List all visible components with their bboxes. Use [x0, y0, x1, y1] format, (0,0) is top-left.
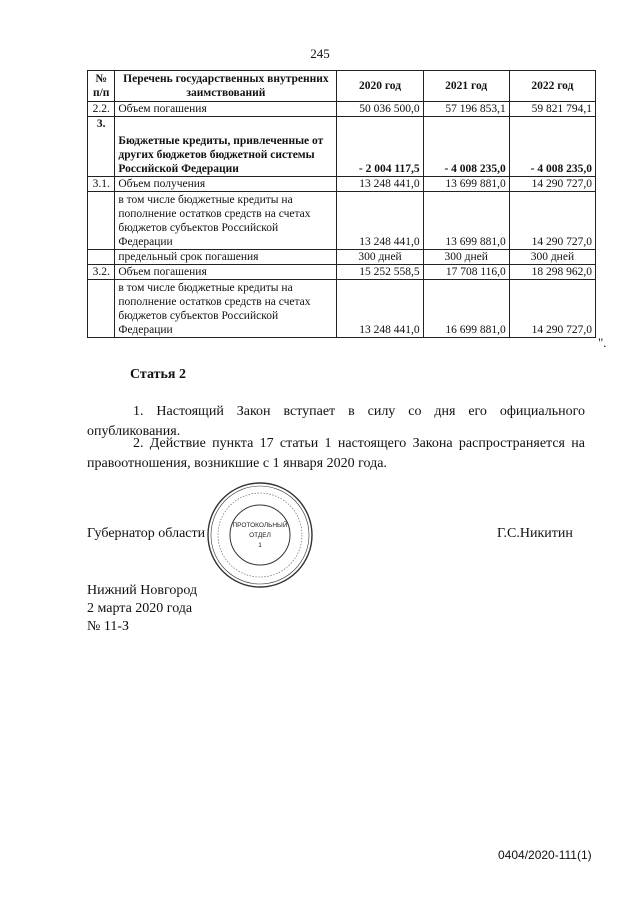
- row-2020: 13 248 441,0: [337, 192, 423, 250]
- official-stamp: [205, 480, 315, 590]
- row-name: Объем погашения: [115, 102, 337, 117]
- row-name: в том числе бюджетные кредиты на пополнение остатков средств на счетах бюджетов субъектов Российской Федерации: [115, 192, 337, 250]
- signatory-name: Г.С.Никитин: [497, 526, 573, 541]
- signatory-position: Губернатор области: [87, 526, 206, 541]
- header-2022: 2022 год: [509, 71, 595, 102]
- stamp-text-line-2: ОТДЕЛ: [249, 532, 271, 539]
- row-2021: 13 699 881,0: [423, 192, 509, 250]
- row-2022: 14 290 727,0: [509, 177, 595, 192]
- row-2021: 13 699 881,0: [423, 177, 509, 192]
- law-number: № 11-З: [87, 619, 130, 634]
- row-2021: - 4 008 235,0: [423, 117, 509, 177]
- table-row: [88, 192, 596, 250]
- row-2021: 16 699 881,0: [423, 280, 509, 338]
- row-2020: 300 дней: [337, 250, 423, 265]
- row-2020: 13 248 441,0: [337, 177, 423, 192]
- row-name: предельный срок погашения: [115, 250, 337, 265]
- header-num: № п/п: [88, 71, 115, 102]
- place-and-date: [87, 582, 197, 636]
- row-2022: 300 дней: [509, 250, 595, 265]
- stamp-text-line-3: 1: [258, 542, 262, 549]
- row-name: в том числе бюджетные кредиты на пополнение остатков средств на счетах бюджетов субъектов Российской Федерации: [115, 280, 337, 338]
- row-2022: 14 290 727,0: [509, 192, 595, 250]
- row-num: [88, 250, 115, 265]
- row-num: 2.2.: [88, 102, 115, 117]
- row-2021: 57 196 853,1: [423, 102, 509, 117]
- paragraph-text: 1. Настоящий Закон вступает в силу со дня его официального опубликования.: [87, 404, 585, 439]
- row-2022: 18 298 962,0: [509, 265, 595, 280]
- header-name: Перечень государственных внутренних заимствований: [115, 71, 337, 102]
- table-row: [88, 102, 596, 117]
- row-name: Объем получения: [115, 177, 337, 192]
- article-paragraph-2: [87, 434, 585, 474]
- table-header-row: [88, 71, 596, 102]
- row-2022: 14 290 727,0: [509, 280, 595, 338]
- closing-quote: ".: [598, 335, 607, 350]
- table-row: [88, 280, 596, 338]
- row-num: 3.: [88, 117, 115, 177]
- row-2022: 59 821 794,1: [509, 102, 595, 117]
- header-2021: 2021 год: [423, 71, 509, 102]
- row-2020: 15 252 558,5: [337, 265, 423, 280]
- row-2020: - 2 004 117,5: [337, 117, 423, 177]
- row-num: 3.1.: [88, 177, 115, 192]
- row-2021: 300 дней: [423, 250, 509, 265]
- row-num: 3.2.: [88, 265, 115, 280]
- row-name: Объем погашения: [115, 265, 337, 280]
- row-num: [88, 280, 115, 338]
- header-2020: 2020 год: [337, 71, 423, 102]
- table-row: [88, 250, 596, 265]
- date: 2 марта 2020 года: [87, 601, 193, 616]
- table-row: [88, 177, 596, 192]
- city: Нижний Новгород: [87, 583, 198, 598]
- row-name: Бюджетные кредиты, привлеченные от других бюджетов бюджетной системы Российской Федерации: [115, 117, 337, 177]
- row-num: [88, 192, 115, 250]
- article-title: Статья 2: [130, 367, 186, 382]
- paragraph-text: 2. Действие пункта 17 статьи 1 настоящего Закона распространяется на правоотношения, возникшие с 1 января 2020 года.: [87, 436, 585, 471]
- row-2021: 17 708 116,0: [423, 265, 509, 280]
- row-2022: - 4 008 235,0: [509, 117, 595, 177]
- row-2020: 13 248 441,0: [337, 280, 423, 338]
- document-code: 0404/2020-111(1): [498, 848, 592, 862]
- table-row: [88, 117, 596, 177]
- page-number: 245: [310, 46, 330, 61]
- row-2020: 50 036 500,0: [337, 102, 423, 117]
- table-row: [88, 265, 596, 280]
- stamp-text-line-1: ПРОТОКОЛЬНЫЙ: [232, 522, 288, 529]
- borrowing-table: [87, 70, 596, 338]
